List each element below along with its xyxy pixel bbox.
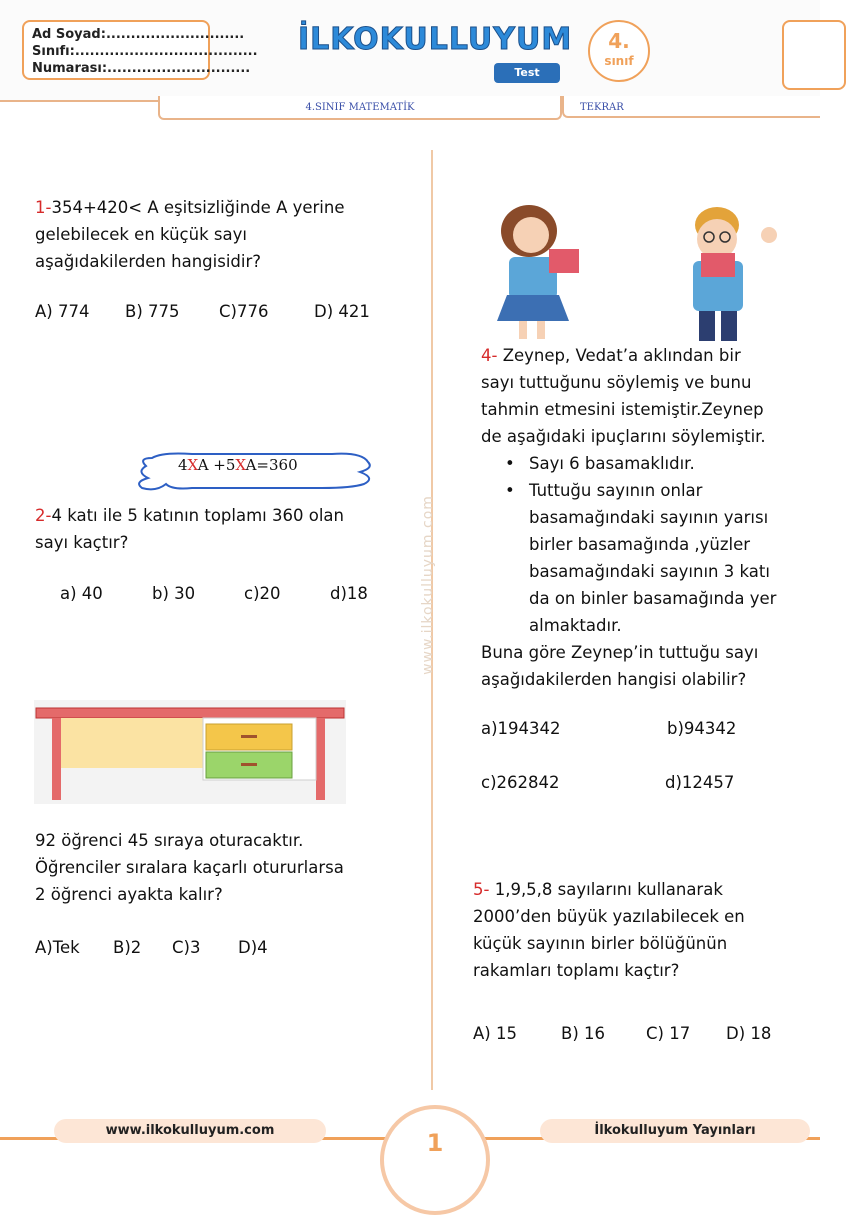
question-4-line-2: sayı tuttuğunu söylemiş ve bunu — [481, 373, 752, 392]
question-3 — [35, 827, 415, 908]
question-5-line-3: küçük sayının birler bölüğünün — [473, 934, 728, 953]
question-2 — [35, 502, 415, 556]
test-badge: Test — [494, 63, 560, 83]
desk-illustration — [34, 700, 346, 804]
question-4-line-4: de aşağıdaki ipuçlarını söylemiştir. — [481, 427, 766, 446]
question-5-options — [473, 1024, 793, 1048]
bullet-icon: • — [505, 481, 515, 500]
option-a[interactable]: A) 774 — [35, 302, 90, 321]
eq-x-2: X — [235, 456, 246, 474]
question-4-after-1: Buna göre Zeynep’in tuttuğu sayı — [481, 643, 759, 662]
question-5-number: 5- — [473, 880, 490, 899]
question-3-options — [35, 938, 335, 962]
question-4-options-row-1 — [481, 719, 801, 743]
question-2-line-1: 4 katı ile 5 katının toplamı 360 olan — [51, 506, 344, 525]
clue-2-line-5: da on binler basamağında yer — [529, 589, 777, 608]
question-5-line-2: 2000’den büyük yazılabilecek en — [473, 907, 745, 926]
question-2-line-2: sayı kaçtır? — [35, 533, 129, 552]
footer-website[interactable]: www.ilkokulluyum.com — [54, 1119, 326, 1143]
option-d[interactable]: D) 18 — [726, 1024, 772, 1043]
corner-score-box — [782, 20, 846, 90]
grade-badge — [588, 20, 650, 82]
option-d[interactable]: D) 421 — [314, 302, 370, 321]
question-5 — [473, 876, 813, 984]
bullet-icon: • — [505, 454, 515, 473]
subject-title: 4.SINIF MATEMATİK — [158, 96, 562, 120]
grade-number: 4. — [608, 29, 630, 53]
footer-publisher: İlkokulluyum Yayınları — [540, 1119, 810, 1143]
option-b[interactable]: b)94342 — [667, 719, 737, 738]
option-c[interactable]: C) 17 — [646, 1024, 691, 1043]
question-1-options — [35, 302, 415, 326]
option-d[interactable]: D)4 — [238, 938, 268, 957]
option-b[interactable]: B) 16 — [561, 1024, 605, 1043]
question-1-line-1: 354+420< A eşitsizliğinde A yerine — [51, 198, 345, 217]
option-a[interactable]: a)194342 — [481, 719, 561, 738]
clue-2 — [481, 477, 811, 639]
name-field-label: Ad Soyad:............................ — [32, 27, 245, 42]
section-title: TEKRAR — [562, 96, 820, 118]
option-a[interactable]: A) 15 — [473, 1024, 517, 1043]
eq-part-3: A=360 — [245, 456, 298, 474]
option-c[interactable]: c)20 — [244, 584, 281, 603]
question-4-line-1: Zeynep, Vedat’a aklından bir — [502, 346, 741, 365]
clue-2-line-6: almaktadır. — [529, 616, 622, 635]
brand-logo: İLKOKULLUYUM — [298, 22, 573, 57]
clue-1 — [481, 450, 811, 477]
question-4 — [481, 342, 811, 693]
option-d[interactable]: d)12457 — [665, 773, 735, 792]
question-1-line-2: gelebilecek en küçük sayı — [35, 225, 247, 244]
question-4-line-3: tahmin etmesini istemiştir.Zeynep — [481, 400, 764, 419]
clue-2-line-3: birler basamağında ,yüzler — [529, 535, 751, 554]
grade-word: sınıf — [604, 54, 634, 68]
question-3-line-2: Öğrenciler sıralara kaçarlı otururlarsa — [35, 858, 344, 877]
question-1-line-3: aşağıdakilerden hangisidir? — [35, 252, 262, 271]
option-b[interactable]: b) 30 — [152, 584, 196, 603]
question-4-after-2: aşağıdakilerden hangisi olabilir? — [481, 670, 747, 689]
eq-part-2: A +5 — [197, 456, 236, 474]
question-4-options-row-2 — [481, 773, 801, 797]
children-illustration — [479, 195, 789, 341]
question-1 — [35, 194, 415, 275]
eq-x-1: X — [187, 456, 198, 474]
option-a[interactable]: A)Tek — [35, 938, 80, 957]
question-5-line-4: rakamları toplamı kaçtır? — [473, 961, 680, 980]
question-4-number: 4- — [481, 346, 498, 365]
option-b[interactable]: B) 775 — [125, 302, 180, 321]
question-3-line-3: 2 öğrenci ayakta kalır? — [35, 885, 223, 904]
clue-2-line-2: basamağındaki sayının yarısı — [529, 508, 769, 527]
question-2-number: 2- — [35, 506, 52, 525]
clue-1-line-1: Sayı 6 basamaklıdır. — [529, 454, 695, 473]
student-info-box — [22, 20, 258, 80]
eq-part-1: 4 — [178, 456, 188, 474]
equation-text — [178, 456, 338, 478]
website-watermark: www.ilkokulluyum.com — [420, 495, 436, 675]
clue-2-line-4: basamağındaki sayının 3 katı — [529, 562, 770, 581]
option-d[interactable]: d)18 — [330, 584, 368, 603]
option-c[interactable]: C)776 — [219, 302, 269, 321]
option-b[interactable]: B)2 — [113, 938, 142, 957]
number-field-label: Numarası:............................. — [32, 61, 251, 76]
question-2-options — [60, 584, 390, 608]
clue-2-line-1: Tuttuğu sayının onlar — [529, 481, 703, 500]
option-c[interactable]: c)262842 — [481, 773, 560, 792]
question-1-number: 1- — [35, 198, 52, 217]
class-field-label: Sınıfı:..................................... — [32, 44, 258, 59]
question-3-line-1: 92 öğrenci 45 sıraya oturacaktır. — [35, 831, 304, 850]
option-a[interactable]: a) 40 — [60, 584, 103, 603]
question-5-line-1: 1,9,5,8 sayılarını kullanarak — [489, 880, 723, 899]
page-number: 1 — [380, 1105, 490, 1215]
option-c[interactable]: C)3 — [172, 938, 201, 957]
